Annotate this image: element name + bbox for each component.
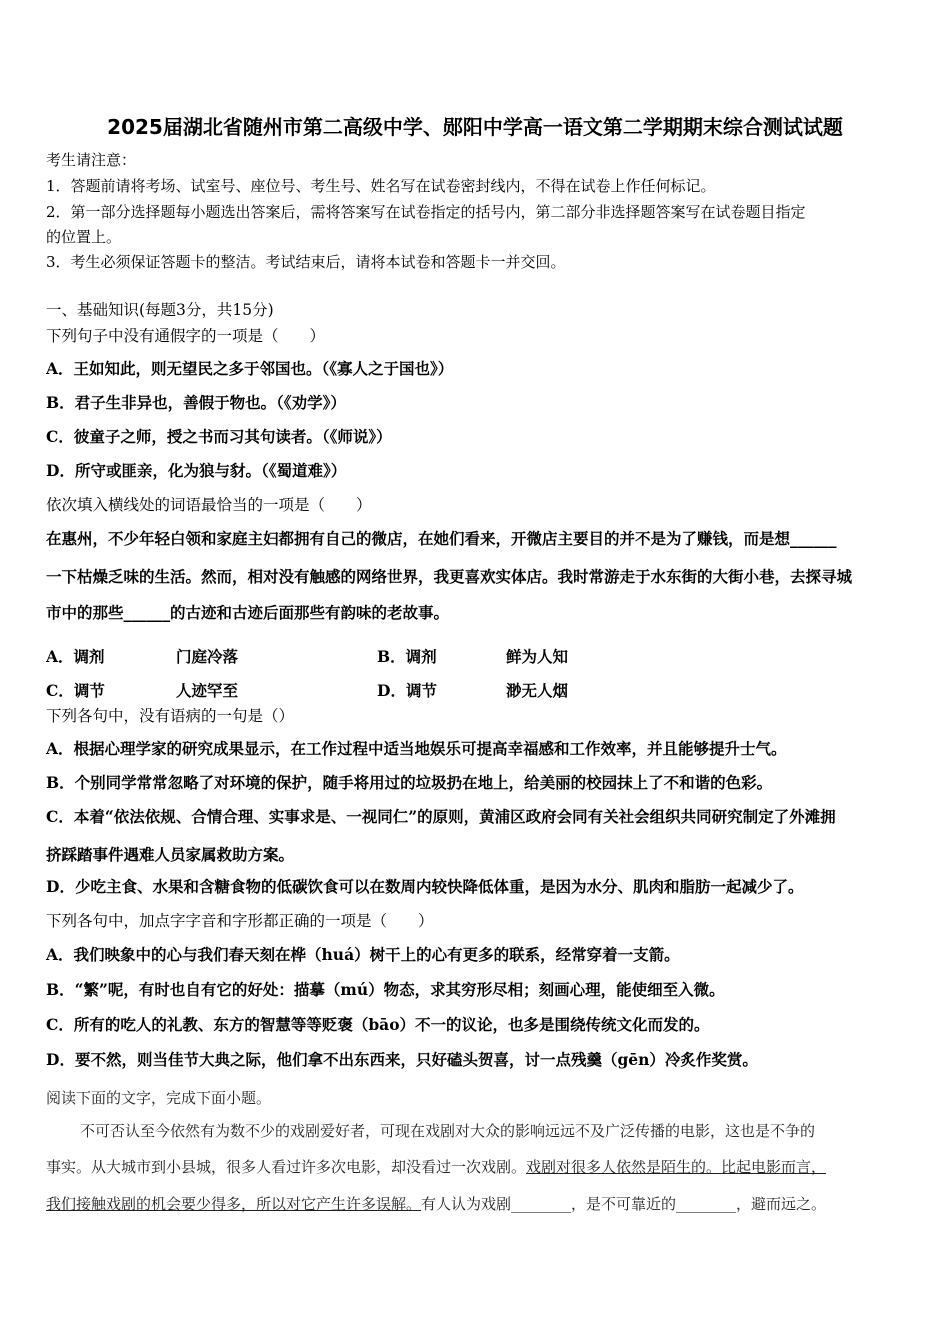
option: B．君子生非异也，善假于物也。（《劝学》） (46, 393, 346, 412)
passage-line: 市中的那些______的古迹和古迹后面那些有韵味的老故事。 (46, 603, 450, 622)
option: B．个别同学常常忽略了对环境的保护，随手将用过的垃圾扔在地上，给美丽的校园抹上了不和谐的色彩。 (46, 773, 773, 792)
option: D．所守或匪亲，化为狼与豺。（《蜀道难》） (46, 461, 347, 480)
option-label: C．调节 (46, 681, 105, 700)
option-text: 门庭冷落 (176, 647, 239, 666)
reading-line (46, 1194, 826, 1214)
question-stem: 下列句子中没有通假字的一项是（ ） (46, 327, 326, 345)
reading-intro: 阅读下面的文字，完成下面小题。 (46, 1089, 272, 1107)
reading-text: 事实。从大城市到小县城，很多人看过许多次电影，却没看过一次戏剧。 (46, 1158, 527, 1176)
option-label: B．调剂 (377, 647, 437, 666)
passage-line: 在惠州，不少年轻白领和家庭主妇都拥有自己的微店，在她们看来，开微店主要目的并不是为了赚钱，而是想______ (46, 529, 837, 548)
question-stem: 下列各句中，没有语病的一句是（） (46, 707, 295, 725)
notice-item: 2．第一部分选择题每小题选出答案后，需将答案写在试卷指定的括号内，第二部分非选择题答案写在试卷题目指定 (46, 203, 806, 221)
question-stem: 依次填入横线处的词语最恰当的一项是（ ） (46, 496, 372, 514)
option: A．王如知此，则无望民之多于邻国也。（《寡人之于国也》） (46, 359, 454, 378)
option: C．本着“依法依规、合情合理、实事求是、一视同仁”的原则，黄浦区政府会同有关社会组织共同研究制定了外滩拥 (46, 807, 836, 826)
notice-item: 1．答题前请将考场、试室号、座位号、考生号、姓名写在试卷密封线内，不得在试卷上作任何标记。 (46, 177, 716, 195)
option-text: 鲜为人知 (506, 647, 569, 666)
option-label: A．调剂 (46, 647, 105, 666)
option: C．所有的吃人的礼教、东方的智慧等等贬褒（bāo）不一的议论，也多是围绕传统文化而发的。 (46, 1015, 710, 1034)
notice-item: 的位置上。 (46, 228, 122, 246)
notice-heading: 考生请注意： (46, 151, 137, 169)
underlined-text: 戏剧对很多人依然是陌生的。比起电影而言， (526, 1158, 827, 1176)
reading-line (46, 1157, 826, 1177)
page-title: 2025届湖北省随州市第二高级中学、郧阳中学高一语文第二学期期末综合测试试题 (107, 115, 843, 139)
section-heading: 一、基础知识(每题3分，共15分) (46, 301, 274, 319)
option: D．要不然，则当佳节大典之际，他们拿不出东西来，只好磕头贺喜，讨一点残羹（gēn）冷炙作奖赏。 (46, 1050, 758, 1069)
underlined-text: 我们接触戏剧的机会要少得多，所以对它产生许多误解。 (46, 1195, 422, 1213)
option: B．“繁”呢，有时也自有它的好处：描摹（mú）物态，求其穷形尽相；刻画心理，能使细至入微。 (46, 980, 725, 999)
option-text: 人迹罕至 (176, 681, 239, 700)
option: A．根据心理学家的研究成果显示，在工作过程中适当地娱乐可提高幸福感和工作效率，并且能够提升士气。 (46, 739, 787, 758)
option: D．少吃主食、水果和含糖食物的低碳饮食可以在数周内较快降低体重，是因为水分、肌肉和脂肪一起减少了。 (46, 877, 804, 896)
question-stem: 下列各句中，加点字字音和字形都正确的一项是（ ） (46, 912, 434, 930)
option: A．我们映象中的心与我们春天刻在桦（huá）树干上的心有更多的联系，经常穿着一支箭。 (46, 945, 680, 964)
reading-text: 有人认为戏剧________，是不可靠近的________，避而远之。 (421, 1195, 827, 1213)
passage-line: 一下枯燥乏味的生活。然而，相对没有触感的网络世界，我更喜欢实体店。我时常游走于水东街的大街小巷，去探寻城 (46, 567, 853, 586)
option: 挤踩踏事件遇难人员家属救助方案。 (46, 845, 295, 864)
option-label: D．调节 (377, 681, 437, 700)
option-text: 渺无人烟 (506, 681, 569, 700)
option: C．彼童子之师，授之书而习其句读者。（《师说》） (46, 427, 392, 446)
notice-item: 3．考生必须保证答题卡的整洁。考试结束后，请将本试卷和答题卡一并交回。 (46, 253, 566, 271)
reading-line: 不可否认至今依然有为数不少的戏剧爱好者，可现在戏剧对大众的影响远远不及广泛传播的电影，这也是不争的 (80, 1122, 816, 1140)
